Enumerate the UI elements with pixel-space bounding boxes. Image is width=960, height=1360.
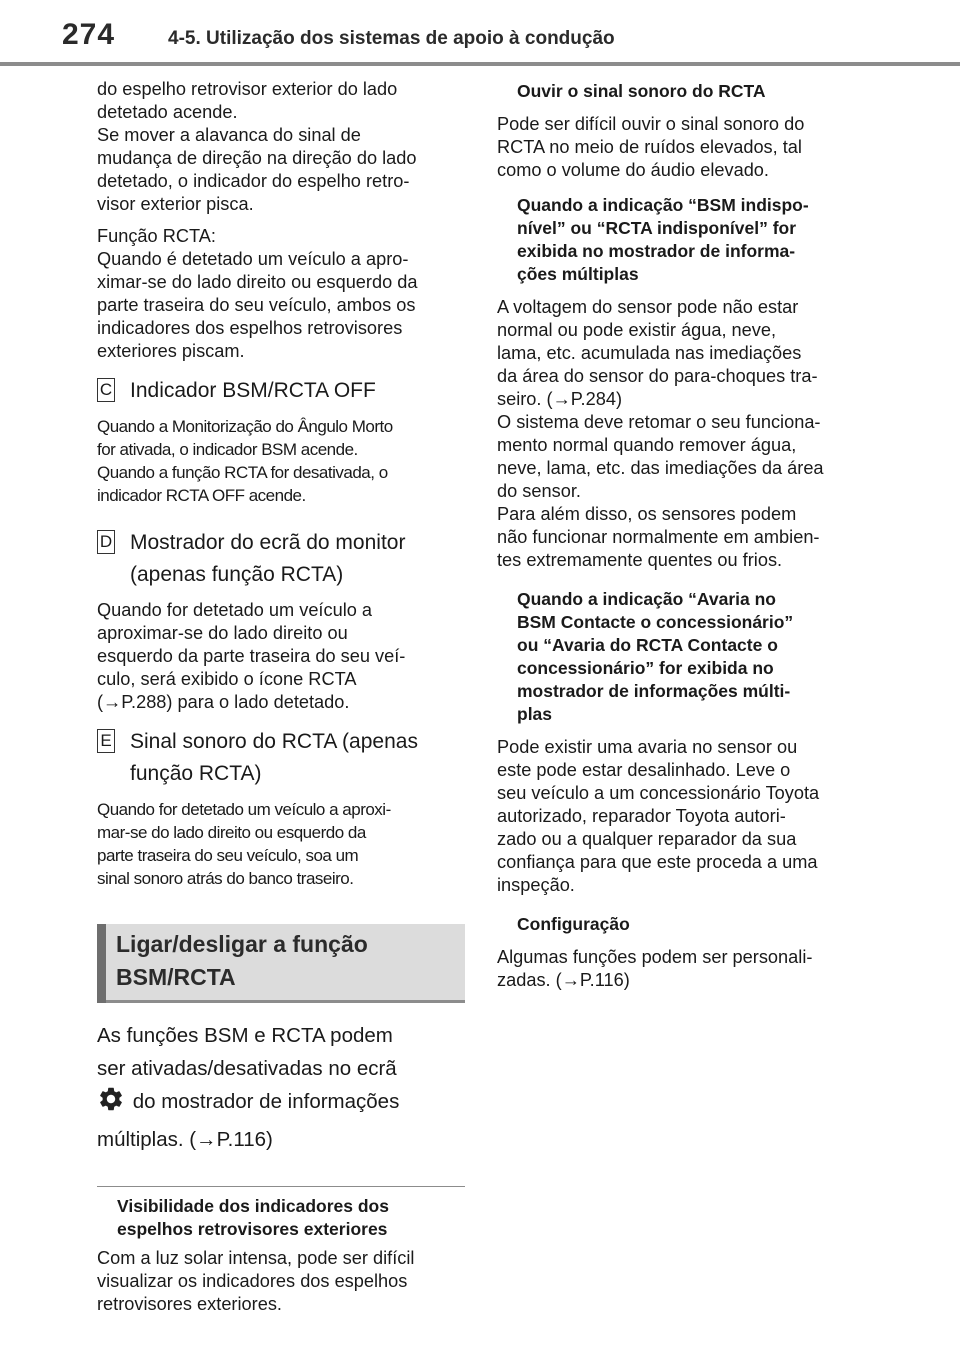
text-line: A voltagem do sensor pode não estar	[497, 297, 799, 317]
text-line: parte traseira do seu veículo, ambos os	[97, 295, 416, 315]
text-line: do sensor.	[497, 481, 581, 501]
text-line: plas	[517, 704, 553, 724]
text-line: BSM Contacte o concessionário”	[517, 612, 794, 632]
text-line: ser ativadas/desativadas no ecrã	[97, 1057, 397, 1080]
section-body	[97, 1019, 465, 1156]
text-line: Quando for detetado um veículo a	[97, 600, 373, 620]
text-line: visualizar os indicadores dos espelhos	[97, 1271, 408, 1291]
text-line: concessionário” for exibida no	[517, 658, 774, 678]
text-line: Função RCTA:	[97, 226, 216, 246]
text-line: exteriores piscam.	[97, 341, 245, 361]
page-header	[0, 0, 960, 68]
text-line: retrovisores exteriores.	[97, 1294, 282, 1314]
text-line: Quando a Monitorização do Ângulo Morto	[97, 417, 393, 436]
text-line: aproximar-se do lado direito ou	[97, 623, 348, 643]
text-line: ou “Avaria do RCTA Contacte o	[517, 635, 778, 655]
unavailable-heading	[517, 194, 867, 286]
text-line: inspeção.	[497, 875, 575, 895]
text-line: Pode existir uma avaria no sensor ou	[497, 737, 798, 757]
text-line: indicadores dos espelhos retrovisores	[97, 318, 403, 338]
text-line: mento normal quando remover água,	[497, 435, 797, 455]
text-line: zado ou a qualquer reparador da sua	[497, 829, 797, 849]
item-e-title	[130, 726, 418, 790]
unavailable-body	[497, 296, 867, 572]
text-line: for ativada, o indicador BSM acende.	[97, 440, 358, 459]
text-line: BSM/RCTA	[116, 964, 236, 990]
text-line: função RCTA)	[130, 762, 262, 785]
text-line: do mostrador de informações	[127, 1090, 400, 1113]
section-heading-box	[97, 924, 465, 1003]
text-line: esquerdo da parte traseira do seu veí-	[97, 646, 406, 666]
malfunction-heading	[517, 588, 867, 726]
text-line: não funcionar normalmente em ambien-	[497, 527, 820, 547]
text-line: ções múltiplas	[517, 264, 639, 284]
text-line: parte traseira do seu veículo, soa um	[97, 846, 359, 865]
item-c-title	[130, 375, 376, 407]
text-line: culo, será exibido o ícone RCTA	[97, 669, 357, 689]
left-column	[97, 78, 465, 1316]
page-number: 274	[62, 18, 116, 51]
text-line: do espelho retrovisor exterior do lado	[97, 79, 398, 99]
item-letter-d: D	[97, 530, 115, 554]
text-line: Pode ser difícil ouvir o sinal sonoro do	[497, 114, 805, 134]
configuration-heading	[517, 913, 867, 936]
text-line: exibida no mostrador de informa-	[517, 241, 796, 261]
chapter-title: 4-5. Utilização dos sistemas de apoio à condução	[168, 28, 615, 49]
text-line-with-icon	[97, 1085, 465, 1123]
text-line: (→P.288) para o lado detetado.	[97, 692, 350, 712]
text-line: Quando a função RCTA for desativada, o	[97, 463, 388, 482]
item-e-heading	[97, 726, 465, 790]
text-line: como o volume do áudio elevado.	[497, 160, 769, 180]
text-line: neve, lama, etc. das imediações da área	[497, 458, 824, 478]
text-line: lama, etc. acumulada nas imediações	[497, 343, 802, 363]
text-line: mostrador de informações múlti-	[517, 681, 791, 701]
text-line: Indicador BSM/RCTA OFF	[130, 379, 376, 402]
configuration-body	[497, 946, 867, 992]
text-line: mudança de direção na direção do lado	[97, 148, 417, 168]
text-line: Quando for detetado um veículo a aproxi-	[97, 800, 391, 819]
text-line: visor exterior pisca.	[97, 194, 254, 214]
item-c-heading	[97, 375, 465, 407]
text-line: Com a luz solar intensa, pode ser difícil	[97, 1248, 415, 1268]
rcta-buzzer-body	[497, 113, 867, 182]
text-line: (apenas função RCTA)	[130, 563, 344, 586]
text-line: seiro. (→P.284)	[497, 389, 623, 409]
rcta-buzzer-heading	[517, 80, 867, 103]
item-e-body	[97, 798, 465, 890]
text-line: Sinal sonoro do RCTA (apenas	[130, 730, 418, 753]
text-line: Para além disso, os sensores podem	[497, 504, 797, 524]
text-line: Quando é detetado um veículo a apro-	[97, 249, 409, 269]
text-line: Se mover a alavanca do sinal de	[97, 125, 361, 145]
text-line: espelhos retrovisores exteriores	[117, 1219, 388, 1239]
text-line: As funções BSM e RCTA podem	[97, 1024, 393, 1047]
text-line: zadas. (→P.116)	[497, 970, 630, 990]
text-line: Quando a indicação “Avaria no	[517, 589, 776, 609]
text-line: sinal sonoro atrás do banco traseiro.	[97, 869, 354, 888]
text-line: indicador RCTA OFF acende.	[97, 486, 306, 505]
visibility-heading	[117, 1195, 465, 1241]
item-d-heading	[97, 527, 465, 591]
text-line: O sistema deve retomar o seu funciona-	[497, 412, 821, 432]
sub-rule	[97, 1186, 465, 1187]
visibility-body	[97, 1247, 465, 1316]
gear-icon	[97, 1085, 125, 1123]
text-line: este pode estar desalinhado. Leve o	[497, 760, 791, 780]
right-column	[497, 78, 867, 992]
text-line: Algumas funções podem ser personali-	[497, 947, 813, 967]
section-title	[116, 928, 457, 994]
text-line: normal ou pode existir água, neve,	[497, 320, 777, 340]
text-line: Ligar/desligar a função	[116, 931, 368, 957]
paragraph-mirror-indicator	[97, 78, 465, 216]
malfunction-body	[497, 736, 867, 897]
text-line: Configuração	[517, 914, 630, 934]
item-letter-e: E	[97, 729, 115, 753]
text-line: seu veículo a um concessionário Toyota	[497, 783, 820, 803]
text-line: múltiplas. (→P.116)	[97, 1128, 273, 1151]
item-d-body	[97, 599, 465, 714]
text-line: Ouvir o sinal sonoro do RCTA	[517, 81, 766, 101]
text-line: RCTA no meio de ruídos elevados, tal	[497, 137, 802, 157]
item-d-title	[130, 527, 405, 591]
text-line: Mostrador do ecrã do monitor	[130, 531, 406, 554]
text-line: Visibilidade dos indicadores dos	[117, 1196, 389, 1216]
paragraph-rcta-function	[97, 225, 465, 363]
text-line: tes extremamente quentes ou frios.	[497, 550, 783, 570]
text-line: confiança para que este proceda a uma	[497, 852, 818, 872]
text-line: da área do sensor do para-choques tra-	[497, 366, 818, 386]
text-line: ximar-se do lado direito ou esquerdo da	[97, 272, 418, 292]
text-line: Quando a indicação “BSM indispo-	[517, 195, 809, 215]
item-c-body	[97, 415, 465, 507]
text-line: nível” ou “RCTA indisponível” for	[517, 218, 797, 238]
header-rule	[0, 62, 960, 66]
item-letter-c: C	[97, 378, 115, 402]
text-line: autorizado, reparador Toyota autori-	[497, 806, 786, 826]
text-line: detetado, o indicador do espelho retro-	[97, 171, 410, 191]
text-line: detetado acende.	[97, 102, 238, 122]
text-line: mar-se do lado direito ou esquerdo da	[97, 823, 366, 842]
